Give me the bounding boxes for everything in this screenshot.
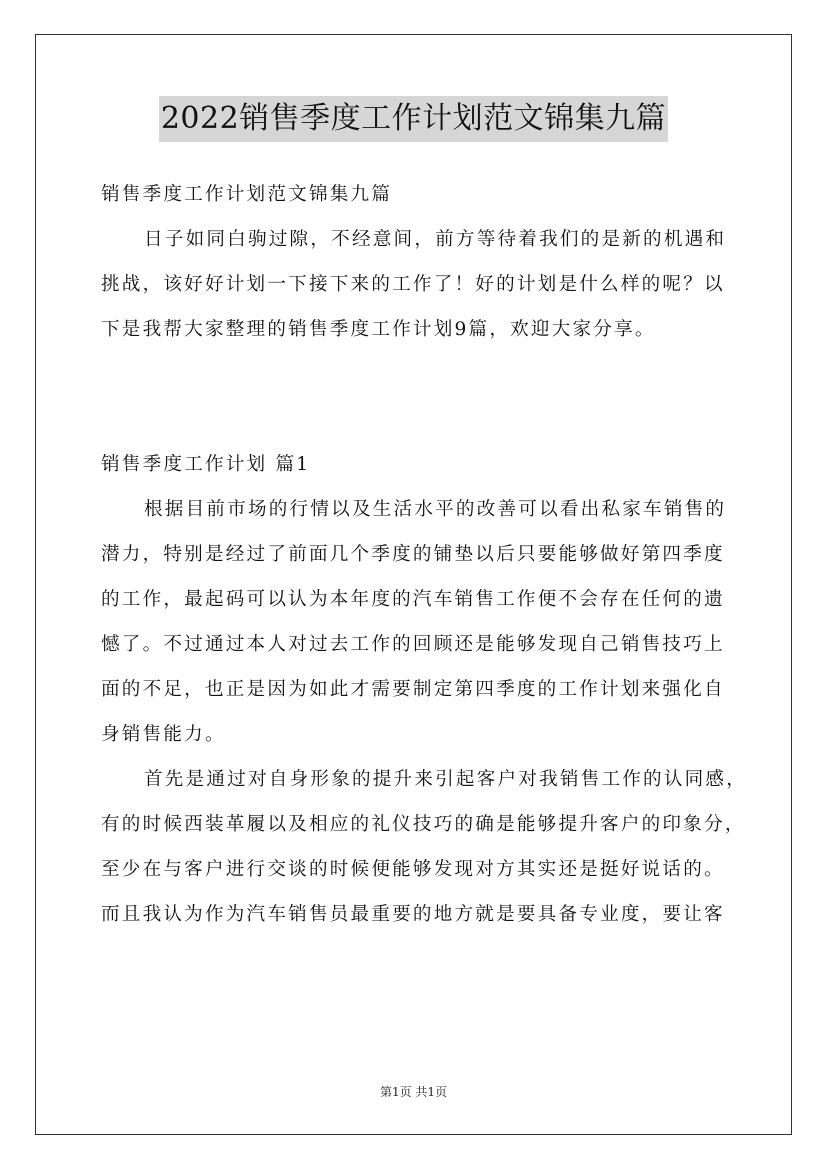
paragraph2-line: 至少在与客户进行交谈的时候便能够发现对方其实还是挺好说话的。 [101,859,725,880]
paragraph1-line: 潜力，特别是经过了前面几个季度的铺垫以后只要能够做好第四季度 [101,544,725,565]
document-body [101,172,748,937]
blank-line [101,397,741,442]
paragraph2-line: 首先是通过对自身形象的提升来引起客户对我销售工作的认同感， [144,769,748,790]
intro-line: 日子如同白驹过隙，不经意间，前方等待着我们的是新的机遇和 [144,229,727,250]
paragraph1-line: 根据目前市场的行情以及生活水平的改善可以看出私家车销售的 [144,499,727,520]
document-title: 2022销售季度工作计划范文锦集九篇 [159,96,668,142]
title-container [0,96,827,142]
paragraph1-line: 面的不足，也正是因为如此才需要制定第四季度的工作计划来强化自 [101,679,725,700]
blank-line [101,352,741,397]
paragraph1-line: 憾了。不过通过本人对过去工作的回顾还是能够发现自己销售技巧上 [101,634,725,655]
document-subtitle: 销售季度工作计划范文锦集九篇 [101,184,393,205]
paragraph1-line: 身销售能力。 [101,724,226,745]
page-footer: 第1页 共1页 [379,1085,448,1099]
paragraph1-line: 的工作，最起码可以认为本年度的汽车销售工作便不会存在任何的遗 [101,589,725,610]
paragraph2-line: 有的时候西装革履以及相应的礼仪技巧的确是能够提升客户的印象分， [101,814,746,835]
intro-line: 下是我帮大家整理的销售季度工作计划9篇，欢迎大家分享。 [101,319,656,340]
paragraph2-line: 而且我认为作为汽车销售员最重要的地方就是要具备专业度，要让客 [101,904,725,925]
intro-line: 挑战，该好好计划一下接下来的工作了！好的计划是什么样的呢？以 [101,274,725,295]
section-heading: 销售季度工作计划 篇1 [101,454,311,475]
